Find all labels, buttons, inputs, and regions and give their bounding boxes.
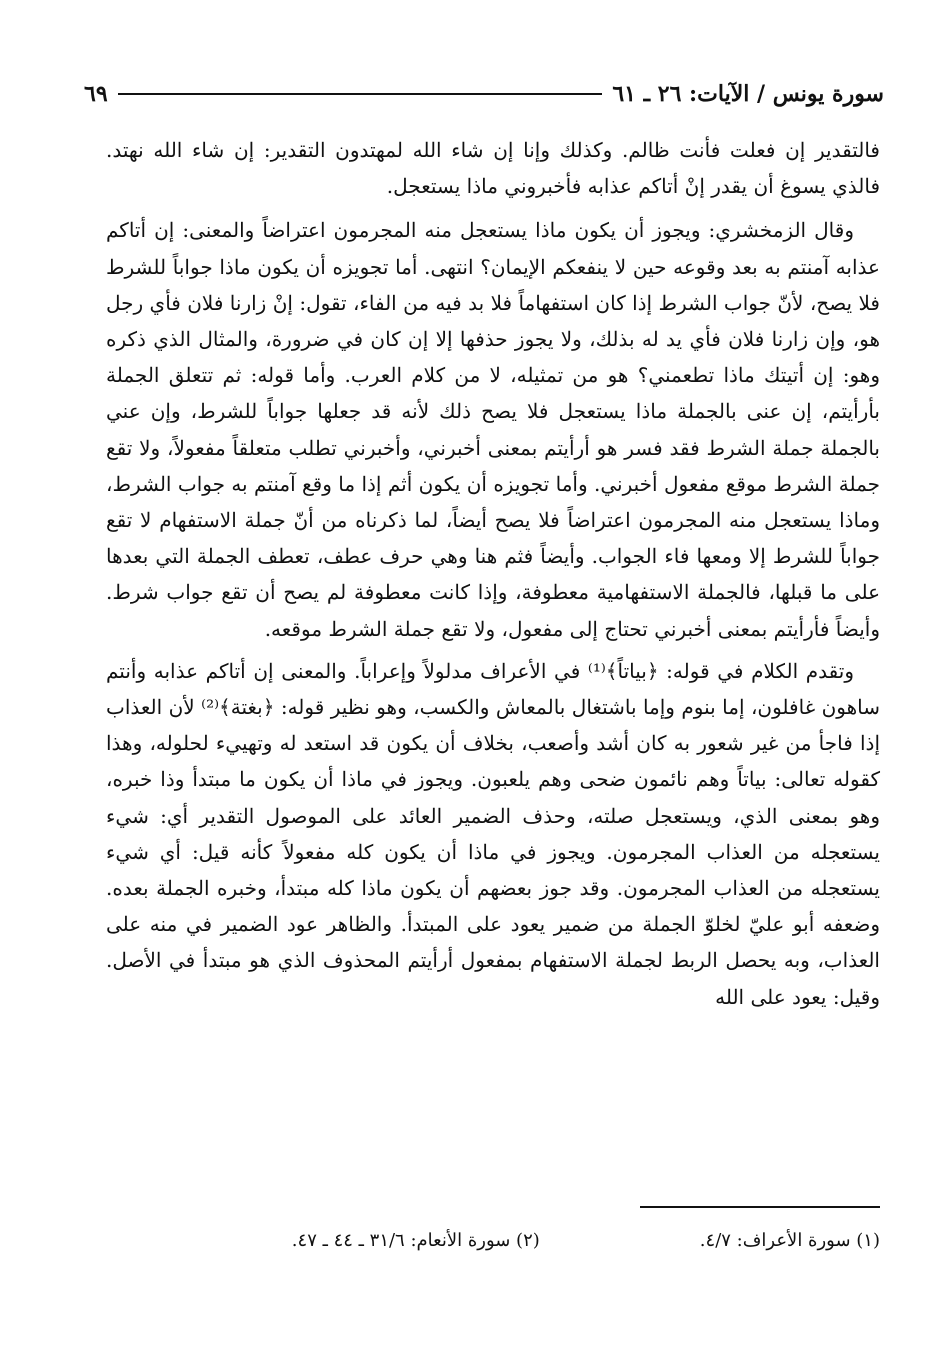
paragraph-2: وقال الزمخشري: ويجوز أن يكون ماذا يستعجل منه المجرمون اعتراضاً والمعنى: إن أتاكم عذابه آمنتم به بعد وقوعه حين لا ينفعكم الإيمان؟ انتهى. أما تجويزه أن يكون ماذا جواباً للشرط فلا يصح، لأنّ جواب الشرط إذا كان استفهاماً فلا بد فيه من الفاء، تقول: إنْ زارنا فلان فأي رجل هو، وإن زارنا فلان فأي يد له بذلك، ولا يجوز حذفها إلا إن كان في ضرورة، والمثال الذي ذكره وهو: إن أتيتك ماذا تطعمني؟ هو من تمثيله، لا من كلام العرب. وأما قوله: ثم تتعلق الجملة بأرأيتم، إن عنى بالجملة ماذا يستعجل فلا يصح ذلك لأنه قد جعلها جواباً للشرط، وإن عني بالجملة جملة الشرط فقد فسر هو أرأيتم بمعنى أخبرني، وأخبرني تطلب متعلقاً مفعولاً، ولا تقع جملة الشرط موقع مفعول أخبرني. وأما تجويزه أن يكون أثم إذا ما وقع آمنتم به جواب الشرط، وماذا يستعجل منه المجرمون اعتراضاً فلا يصح أيضاً، لما ذكرناه من أنّ جملة الاستفهام لا تقع جواباً للشرط إلا ومعها فاء الجواب. وأيضاً فثم هنا وهي حرف عطف، تعطف الجملة التي بعدها على ما قبلها، فالجملة الاستفهامية معطوفة، وإذا كانت معطوفة لم يصح أن تقع جواب شرط. وأيضاً فأرأيتم بمعنى أخبرني تحتاج إلى مفعول، ولا تقع جملة الشرط موقعه. xyxy=(106,218,880,641)
paragraph-3: وتقدم الكلام في قوله: ﴿بياتاً﴾⁽¹⁾ في الأعراف مدلولاً وإعراباً. والمعنى إن أتاكم عذابه وأنتم ساهون غافلون، إما بنوم وإما باشتغال بالمعاش والكسب، وهو نظير قوله: ﴿بغتة﴾⁽²⁾ لأن العذاب إذا فاجأ من غير شعور به كان أشد وأصعب، بخلاف أن يكون قد استعد له وتهييء لحلوله، وهذا كقوله تعالى: بياتاً وهم نائمون ضحى وهم يلعبون. ويجوز في ماذا أن يكون ما مبتدأ وذا خبره، وهو بمعنى الذي، ويستعجل صلته، وحذف الضمير العائد على الموصول التقدير أي: شيء يستعجله من العذاب المجرمون. ويجوز في ماذا أن يكون كله مفعولاً كأنه قيل: أي شيء يستعجله من العذاب المجرمون. وقد جوز بعضهم أن يكون ماذا كله مبتدأ، وخبره الجملة بعده. وضعفه أبو عليّ لخلوّ الجملة من ضمير يعود على المبتدأ. والظاهر عود الضمير في منه على العذاب، وبه يحصل الربط لجملة الاستفهام بمفعول أرأيتم المحذوف الذي هو مبتدأ في الأصل. وقيل: يعود على الله xyxy=(106,658,880,1009)
header-rule xyxy=(118,93,603,95)
footnote-separator xyxy=(640,1206,880,1208)
paragraph-1: فالتقدير إن فعلت فأنت ظالم. وكذلك وإنا إن شاء الله لمهتدون التقدير: إن شاء الله نهتد. فالذي يسوغ أن يقدر إنْ أتاكم عذابه فأخبروني ماذا يستعجل. xyxy=(106,138,880,199)
running-header xyxy=(84,74,884,114)
footnotes xyxy=(106,1220,880,1260)
footnote-1: (١) سورة الأعراف: ٤/٧. xyxy=(699,1229,880,1251)
page-number: ٦٩ xyxy=(84,81,108,107)
body-text xyxy=(106,132,880,1015)
footnote-2: (٢) سورة الأنعام: ٣١/٦ ـ ٤٤ ـ ٤٧. xyxy=(291,1229,540,1251)
header-title: سورة يونس / الآيات: ٢٦ ـ ٦١ xyxy=(612,81,884,107)
